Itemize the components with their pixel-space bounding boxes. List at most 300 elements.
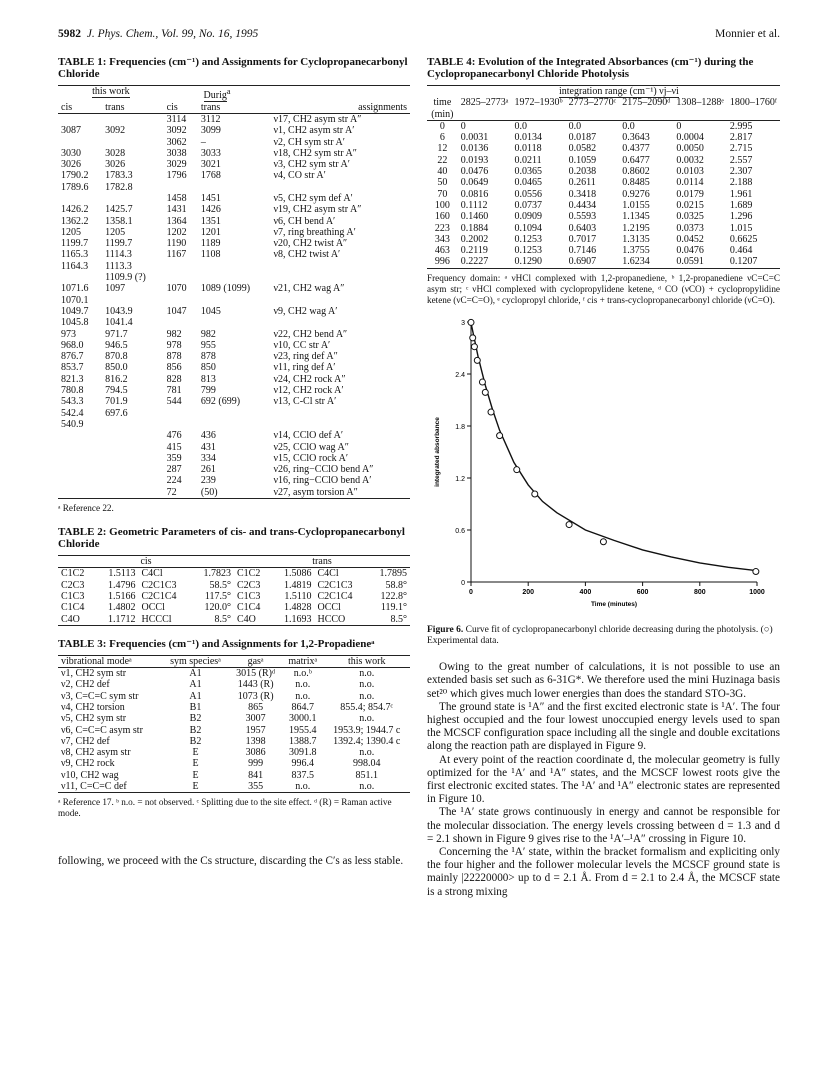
table1-cell: 1113.3	[105, 260, 132, 272]
table3-cell: 999	[248, 758, 264, 770]
table1-cell: 794.5	[105, 385, 128, 397]
table3-cell: E	[192, 769, 199, 781]
table4-cell: 0.0816	[460, 188, 489, 200]
table1-cell: 3092	[166, 125, 187, 137]
table4-cell: 0.2611	[568, 177, 596, 189]
table1-cell: 3092	[105, 125, 126, 137]
table4-cell: 0.1460	[460, 211, 489, 223]
table1-cell: 334	[200, 452, 216, 464]
body-paragraph: At every point of the reaction coordinate d, the molecular geometry is fully optimized for the ¹A′ and ¹A″ states, and the MCSCF lowest roots give the first electronic excited states. The ¹A′ and ¹A″ electronic states are represented in Figure 10.	[427, 753, 780, 806]
table2-cell: 1.5086	[284, 568, 312, 580]
table1-cell: 3028	[105, 147, 126, 159]
table4-cell: 0.2002	[460, 233, 489, 245]
table1-cell: 701.9	[105, 396, 128, 408]
table2	[58, 555, 410, 626]
table4-cell: 0.0452	[676, 233, 704, 245]
table1-row	[58, 351, 410, 362]
table1-footnote: ᵃ Reference 22.	[58, 503, 114, 514]
table4-time-header: time (min)	[431, 97, 454, 120]
table1-cell: ν26, ring−CClO bend A″	[273, 464, 374, 476]
table1-cell: 955	[200, 339, 216, 351]
table4-cell: 0.0103	[676, 166, 704, 178]
table3-cell: n.o.	[295, 679, 311, 691]
table1-cell: 3112	[200, 113, 221, 125]
table4-cell: 0.6907	[568, 256, 597, 268]
table2-cell: 1.1693	[284, 613, 312, 625]
table1-cell: 3026	[105, 159, 126, 171]
table1-cell: 816.2	[105, 373, 128, 385]
table1-cell: 3087	[61, 125, 81, 137]
table2-cell: C1C3	[236, 590, 261, 602]
table2-cell: OCCl	[141, 602, 165, 614]
table1-cell	[164, 182, 198, 193]
table3-cell: n.o.	[359, 781, 375, 793]
table4-cell: 0.2119	[460, 245, 488, 257]
data-point	[566, 521, 572, 527]
table1-row	[58, 170, 410, 181]
table1-row	[58, 408, 410, 419]
table4-row	[427, 166, 780, 177]
table1-group-this: this work	[92, 86, 130, 97]
table1-cell: 821.3	[61, 373, 84, 385]
table4-cell: 0.7017	[568, 233, 597, 245]
table1-cell: 1205	[105, 226, 126, 238]
table2-cell: 1.5110	[284, 590, 312, 602]
table4-cell: 0.5593	[568, 211, 597, 223]
table1-cell	[164, 295, 198, 306]
table4-cell: 0.0136	[460, 143, 489, 155]
table2-caption: TABLE 2: Geometric Parameters of cis- and trans-Cyclopropanecarbonyl Chloride	[58, 526, 405, 551]
table1-cell	[102, 419, 164, 430]
table1-cell	[164, 419, 198, 430]
table2-cell: C1C2	[236, 568, 261, 580]
table1-cell: ν18, CH2 sym str A″	[273, 147, 357, 159]
table4-row	[427, 189, 780, 200]
table1-cell: 799	[200, 385, 216, 397]
table3-row	[58, 725, 410, 736]
table1-cell: ν10, CC str A′	[273, 339, 331, 351]
table3-cell: 1957	[245, 724, 266, 736]
table1-cell	[102, 430, 164, 441]
table4-cell: 0.0365	[514, 166, 543, 178]
table4-cell: 0.4377	[622, 143, 650, 155]
table4-cell: 0.1059	[568, 154, 597, 166]
table2-cell: 8.5°	[214, 613, 231, 625]
table2-cell: OCCl	[317, 602, 341, 614]
table3-cell: 1392.4; 1390.4 c	[333, 735, 401, 747]
table1-cell: ν13, C-Cl str A′	[273, 396, 337, 408]
table1-cell: 1164.3	[61, 260, 89, 272]
table4-cell: 1.961	[729, 188, 753, 200]
table2-cell: C2C1C3	[141, 579, 177, 591]
table1-cell: ν3, CH2 sym str A′	[273, 159, 350, 171]
table1-cell: ν20, CH2 twist A″	[273, 238, 348, 250]
table1-cell: 1782.8	[105, 181, 133, 193]
table4-cell: 0.4434	[568, 199, 597, 211]
table1-cell: 1070.1	[61, 294, 89, 306]
table1-cell: 850.0	[105, 362, 128, 374]
table3-footnote: ᵃ Reference 17. ᵇ n.o. = not observed. ᶜ Splitting due to the site effect. ᵈ (R) = Raman active mode.	[58, 797, 392, 819]
table4-cell: 0.6625	[729, 233, 758, 245]
table2-cell: 1.4819	[284, 579, 312, 591]
table3-cell: 837.5	[291, 769, 315, 781]
table3-cell: 1955.4	[289, 724, 317, 736]
x-tick-label: 600	[636, 588, 649, 596]
table4-cell: 0.6477	[622, 154, 650, 166]
table1-cell: 431	[200, 441, 216, 453]
table1-cell: 1165.3	[61, 249, 89, 261]
table4-cell: 0.2227	[460, 256, 489, 268]
table1-cell: 1351	[200, 215, 221, 227]
table1-cell	[102, 193, 164, 204]
table1-cell: 1451	[200, 193, 221, 204]
table3-cell: 3091.8	[289, 747, 317, 759]
table4-cell: 0.1112	[460, 199, 488, 211]
table1-cell: 780.8	[61, 385, 84, 397]
body-paragraph: The ¹A′ state grows continuously in energy and cannot be responsible for the molecular dissociation. The energy levels crossing between d = 1.3 and d = 2.1 shown in Figure 9 gives rise to the ¹A′–¹A″ crossing in Figure 10.	[427, 806, 780, 845]
table1-row	[58, 204, 410, 215]
table3-cell: ν3, C=C=C sym str	[61, 690, 139, 702]
table1-cell: 224	[166, 475, 182, 487]
table1-cell: 261	[200, 464, 216, 476]
table1-col-header: cis	[61, 101, 73, 113]
table1-cell: 1190	[166, 238, 187, 250]
table4-cell: 50	[437, 177, 448, 189]
table1: this work Durig$^a$ cis trans cis trans assignments 3114 3112 ν17, CH2 asym str A″ 3087 3092 3092 3099 ν1, CH2 asym str A′ 3062 – ν2, CH sym str A′ 3030 3028 3038 3033 ν18, CH2 sym str A″ 3026 3026 3029 3021 ν3, CH2 sym str A′ 1790.2 1783.3 1796 1768 ν4, CO str A′ 1789.6 1782.8 1458 1451 ν5, CH2 sym def A′ 1426.2 1425.7 1431 1426 ν19, CH2 asym str A″ 1362.2 1358.1 1364 1351 ν6, CH bend A′ 1205 1205 1202 1201 ν7, ring breathing A′ 1199.7 1199.7 1190 1189 ν20, CH2 twist A″ 1165.3 1114.3 1167 1108 ν8, CH2 twist A′ 1164.3 1113.3 1109.9 (?) 1071.6 1097 1070 1089 (1099) ν21, CH2 wag A″ 1070.1 1049.7 1043.9 1047 1045 ν9, CH2 wag A′ 1045.8 1041.4 973 971.7 982 982 ν22, CH2 bend A″ 968.0 946.5 978 955 ν10, CC str A′ 876.7 870.8 878 878 ν23, ring def A″ 853.7 850.0 856 850 ν11, ring def A′ 821.3 816.2 828 813 ν24, CH2 rock A″ 780.8 794.5 781 799 ν12, CH2 rock A′ 543.3 701.9 544 692 (699) ν13, C-Cl str A′ 542.4 697.6 540.9 476 436 ν14, CClO def A′ 415 431 ν25, CClO wag A″ 359 334 ν15, CClO rock A′ 287 261 ν26, ring−CClO bend A″ 224 239 ν16, ring−CClO bend A′ 72 (50) ν27, asym torsion A″	[58, 85, 410, 499]
table1-cell	[102, 453, 164, 464]
y-axis-label: integrated absorbance	[434, 416, 441, 487]
data-point	[600, 539, 606, 545]
table1-cell: 1049.7	[61, 305, 89, 317]
table4-col-header: 1308–1288ᵉ	[676, 97, 724, 109]
table1-cell	[198, 295, 271, 306]
table1-cell: 1189	[200, 238, 221, 250]
table2-cell: C2C1C3	[317, 579, 353, 591]
table2-cell: 1.4796	[108, 579, 136, 591]
table1-col-header: assignments	[358, 101, 407, 113]
table3-cell: ν7, CH2 def	[61, 735, 110, 747]
table4-cell: 2.557	[729, 154, 753, 166]
table4-cell: 2.995	[729, 120, 753, 132]
left-tail-text: following, we proceed with the Cs structure, discarding the C′s as less stable.	[58, 855, 404, 868]
data-point	[479, 379, 485, 385]
table4-cell: 1.3755	[622, 245, 650, 257]
table4-cell: 2.715	[729, 143, 753, 155]
table3-col-header: matrixᵃ	[288, 655, 318, 667]
table3-row	[58, 713, 410, 724]
x-axis-label: Time (minutes)	[590, 600, 638, 608]
table4-cell: 0.0	[622, 120, 635, 132]
table1-cell: 692 (699)	[200, 396, 241, 408]
page-number: 5982	[58, 28, 81, 40]
table3-cell: 998.04	[352, 758, 381, 770]
table3-row	[58, 668, 410, 680]
table1-cell: ν21, CH2 wag A″	[273, 283, 345, 295]
table1-row	[58, 125, 410, 136]
table4-cell: 0.0373	[676, 222, 704, 234]
table4-cell: 463	[434, 245, 450, 257]
table3-col-header: sym speciesᵃ	[170, 655, 221, 667]
table3-col-header: vibrational modeᵃ	[61, 655, 132, 667]
table1-row	[58, 227, 410, 238]
table2-head-cis: cis	[140, 556, 152, 568]
table2-cell: 119.1°	[380, 602, 407, 614]
x-tick-label: 800	[693, 588, 706, 596]
table4-cell: 0.0032	[676, 154, 704, 166]
table2-cell: C4Cl	[317, 568, 339, 580]
table3-cell: 1073 (R)	[237, 690, 274, 702]
table3-cell: E	[192, 781, 199, 793]
table1-cell	[102, 487, 164, 499]
table1-cell	[102, 442, 164, 453]
table4-cell: 0.0909	[514, 211, 543, 223]
table1-cell: 781	[166, 385, 182, 397]
table1-cell	[58, 475, 102, 486]
table3	[58, 655, 410, 794]
table2-cell: 1.5113	[108, 568, 136, 580]
table1-cell	[271, 408, 410, 419]
table1-cell: 287	[166, 464, 182, 476]
table4-cell: 0.0476	[676, 245, 704, 257]
table1-row	[58, 113, 410, 125]
table1-cell: 544	[166, 396, 182, 408]
table3-cell: 855.4; 854.7ᶜ	[340, 701, 394, 713]
table1-cell: 1167	[166, 249, 187, 261]
table2-row	[58, 614, 410, 626]
y-tick-label: 0.6	[455, 527, 465, 535]
table3-col-header: this work	[347, 655, 386, 667]
table1-row	[58, 385, 410, 396]
table1-cell: 850	[200, 362, 216, 374]
table3-row	[58, 758, 410, 769]
table1-cell	[58, 442, 102, 453]
table4-cell: 6	[439, 132, 445, 144]
table1-cell: 239	[200, 475, 216, 487]
table1-cell	[58, 430, 102, 441]
table1-cell	[164, 408, 198, 419]
table1-cell	[198, 182, 271, 193]
table1-cell: ν7, ring breathing A′	[273, 226, 356, 238]
table2-cell: C4O	[236, 613, 256, 625]
table1-cell: 1426	[200, 204, 221, 216]
table1-cell: ν1, CH2 asym str A′	[273, 125, 355, 137]
table1-cell: ν25, CClO wag A″	[273, 441, 349, 453]
table4-cell: 1.689	[729, 199, 753, 211]
table1-row	[58, 340, 410, 351]
table1-cell: 1108	[200, 249, 221, 261]
body-paragraph: Owing to the great number of calculations, it is not possible to use an extended basis set such as 6-31G*. We therefore used the mini Huzinaga basis set²⁰ which gives much lower energies than does the standard STO-3G.	[427, 661, 780, 700]
table1-cell: 1202	[166, 226, 187, 238]
table1-cell: 876.7	[61, 351, 84, 363]
table1-cell: 1045.8	[61, 317, 89, 329]
table3-cell: A1	[189, 690, 202, 702]
table3-cell: n.o.	[359, 713, 375, 725]
table4-cell: 0.0134	[514, 132, 543, 144]
table1-row	[58, 464, 410, 475]
table3-cell: n.o.	[359, 747, 375, 759]
table1-cell: 1768	[200, 170, 221, 182]
table4-row	[427, 132, 780, 143]
table4-row	[427, 120, 780, 132]
table2-cell: C4O	[61, 613, 80, 625]
table3-cell: n.o.	[295, 690, 311, 702]
table1-cell: 1364	[166, 215, 187, 227]
table2-row	[58, 580, 410, 591]
data-point	[482, 389, 488, 395]
table1-cell: 1199.7	[105, 238, 133, 250]
table1-cell: ν27, asym torsion A″	[273, 486, 358, 498]
table2-cell: 8.5°	[390, 613, 407, 625]
table1-row	[58, 272, 410, 283]
table1-cell	[58, 272, 102, 283]
table1-cell: 1109.9 (?)	[105, 272, 146, 284]
table3-cell: ν6, C=C=C asym str	[61, 724, 143, 736]
left-column	[58, 56, 410, 869]
table3-cell: 865	[248, 701, 264, 713]
table1-cell: 1358.1	[105, 215, 133, 227]
table4-cell: 0.2038	[568, 166, 597, 178]
table2-cell: HCCCl	[141, 613, 172, 625]
table4-cell: 0.0179	[676, 188, 704, 200]
table1-cell: ν2, CH sym str A′	[273, 136, 345, 148]
data-point	[474, 357, 480, 363]
table2-cell: 120.0°	[204, 602, 231, 614]
table4-col-header: 2773–2770ᶜ	[568, 97, 617, 109]
table3-cell: E	[192, 747, 199, 759]
table1-row	[58, 148, 410, 159]
table2-cell: 58.5°	[209, 579, 231, 591]
table1-cell	[271, 272, 410, 283]
table4-row	[427, 143, 780, 154]
table4-cell: 0.1094	[514, 222, 543, 234]
table1-cell: ν14, CClO def A′	[273, 430, 344, 442]
table1-cell: 1201	[200, 226, 221, 238]
table4-row	[427, 155, 780, 166]
table3-cell: ν2, CH2 def	[61, 679, 110, 691]
data-point	[753, 568, 759, 574]
table1-cell: 540.9	[61, 418, 84, 430]
figure6-caption	[427, 625, 780, 647]
table1-cell: 971.7	[105, 328, 128, 340]
table1-cell: 946.5	[105, 339, 128, 351]
y-tick-label: 1.2	[455, 475, 465, 483]
table1-cell: 697.6	[105, 407, 128, 419]
table4-col-header: 2175–2090ᵈ	[622, 97, 671, 109]
table4-cell: 0	[676, 120, 682, 132]
figure6-chart	[427, 310, 780, 620]
table3-cell: n.o.	[359, 679, 375, 691]
table1-row	[58, 193, 410, 204]
table1-cell	[271, 419, 410, 430]
table3-cell: n.o.	[295, 781, 311, 793]
body-text	[427, 661, 780, 899]
table4-col-header: 1972–1930ᵇ	[514, 97, 563, 109]
table1-row	[58, 396, 410, 407]
table2-cell: C1C2	[61, 568, 85, 580]
table3-cell: ν9, CH2 rock	[61, 758, 115, 770]
table1-cell	[271, 261, 410, 272]
table2-cell: 1.7823	[203, 568, 231, 580]
table1-cell: ν8, CH2 twist A′	[273, 249, 341, 261]
table4-cell: 0.1207	[729, 256, 758, 268]
table1-cell: ν24, CH2 rock A″	[273, 373, 346, 385]
table2-cell: 1.4802	[108, 602, 136, 614]
table4-cell: 0.0325	[676, 211, 704, 223]
table4-cell: 0.3418	[568, 188, 597, 200]
table3-cell: 1388.7	[289, 735, 317, 747]
data-point	[532, 491, 538, 497]
table1-cell	[58, 464, 102, 475]
table1-cell: 1199.7	[61, 238, 89, 250]
table4-cell: 1.2195	[622, 222, 650, 234]
table3-cell: 1398	[245, 735, 266, 747]
y-tick-label: 0	[461, 579, 465, 587]
table3-cell: 851.1	[355, 769, 378, 781]
table4-col-header: 1800–1760ᶠ	[729, 97, 777, 109]
x-tick-label: 200	[522, 588, 535, 596]
table3-cell: A1	[189, 668, 202, 680]
table4-cell: 2.188	[729, 177, 753, 189]
table4-cell: 0.8485	[622, 177, 650, 189]
table1-cell: (50)	[200, 486, 218, 498]
table1-cell: 1089 (1099)	[200, 283, 251, 295]
table3-cell: ν5, CH2 sym str	[61, 713, 127, 725]
data-point	[497, 432, 503, 438]
table4-footnote: Frequency domain: ᵃ νHCl complexed with 1,2-propanediene, ᵇ 1,2-propanediene νC=C=C asym str; ᶜ νHCl complexed with cyclopropylidene ketene, ᵈ CO (νCO) + cyclopropylidine ketene (νC=C=O), ᵉ cyclopropyl chloride, ᶠ cis + trans-cyclopropanecarbonyl chloride (νC=O).	[427, 272, 780, 305]
table1-cell: 72	[166, 486, 177, 498]
table1-cell: 1426.2	[61, 204, 89, 216]
table1-cell: 813	[200, 373, 216, 385]
table1-cell	[198, 419, 271, 430]
table1-cell: 828	[166, 373, 182, 385]
table4-cell: 0	[460, 120, 466, 132]
table3-cell: E	[192, 758, 199, 770]
right-column	[427, 56, 780, 899]
table1-cell	[102, 475, 164, 486]
table1-cell: 3114	[166, 113, 187, 125]
x-tick-label: 400	[579, 588, 592, 596]
table1-cell: 1070	[166, 283, 187, 295]
table3-cell: n.o.ᵇ	[293, 668, 312, 680]
table4-cell: 1.3135	[622, 233, 650, 245]
table4-cell: 2.307	[729, 166, 753, 178]
table4-cell: 0.1884	[460, 222, 489, 234]
table1-cell: 978	[166, 339, 182, 351]
table4-caption: TABLE 4: Evolution of the Integrated Absorbances (cm⁻¹) during the Cyclopropanecarbonyl Chloride Photolysis	[427, 56, 754, 80]
fit-curve	[471, 323, 757, 571]
table3-cell: 864.7	[291, 701, 315, 713]
table4-cell: 0.0187	[568, 132, 597, 144]
table3-row	[58, 679, 410, 690]
table4-row	[427, 211, 780, 222]
table1-cell	[198, 317, 271, 328]
table4-cell: 223	[434, 222, 450, 234]
table2-row	[58, 602, 410, 613]
table1-row	[58, 306, 410, 317]
data-point	[471, 343, 477, 349]
table4-cell: 70	[437, 188, 448, 200]
table3-cell: ν8, CH2 asym str	[61, 747, 131, 759]
table1-group-durig: Durig	[203, 90, 227, 102]
table1-cell: 1205	[61, 226, 81, 238]
table1-col-header: trans	[105, 101, 125, 113]
data-point	[468, 319, 474, 325]
table2-head-trans: trans	[312, 556, 332, 568]
table1-cell: 3029	[166, 159, 187, 171]
table4-cell: 343	[434, 233, 450, 245]
table4-cell: 1.015	[729, 222, 753, 234]
table4-cell: 0.0649	[460, 177, 489, 189]
